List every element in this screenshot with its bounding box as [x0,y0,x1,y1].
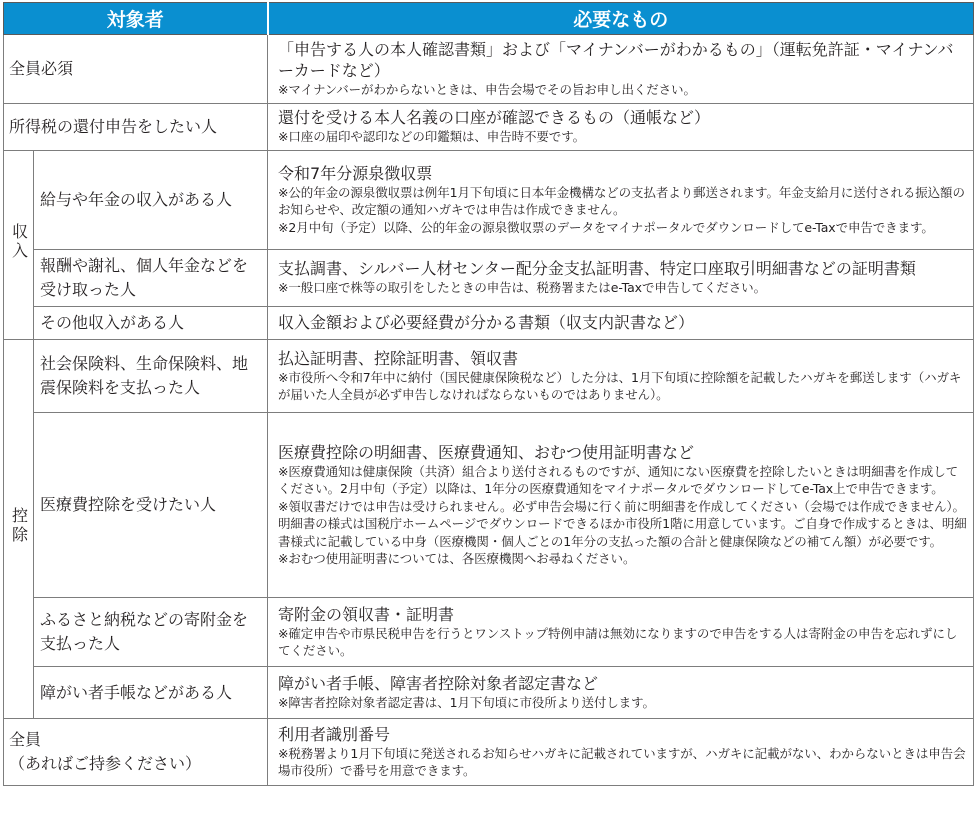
row-label [4,719,268,786]
row-content [268,598,974,667]
row-main-text: 利用者識別番号 [278,724,391,744]
row-content [268,104,974,151]
row-note: ※領収書だけでは申告は受けられません。必ず申告会場に行く前に明細書を作成してください（会場では作成できません）。明細書の様式は国税庁ホームページでダウンロードできるほか市役所1階に用意しています。ご自身で作成するときは、明細書様式に記載している中身（医療機関・個人ごとの1年分の支払った額の合計と健康保険などの補てん額）が必要です。 [278,498,967,549]
row-main-text: 障がい者手帳、障害者控除対象者認定書など [278,673,599,693]
group-label-text: 控除 [9,507,29,545]
group-label-deduction [4,340,34,719]
row-main-text: 収入金額および必要経費が分かる書類（収支内訳書など） [278,313,695,332]
row-main-text: 令和7年分源泉徴収票 [278,163,433,183]
table-row [4,413,974,598]
row-note: ※2月中旬（予定）以降、公的年金の源泉徴収票のデータをマイナポータルでダウンロードしてe-Taxで申告できます。 [278,219,934,235]
row-note: ※一般口座で株等の取引をしたときの申告は、税務署またはe-Taxで申告してください。 [278,280,766,296]
row-content [268,340,974,413]
row-note: ※口座の届印や認印などの印鑑類は、申告時不要です。 [278,129,585,145]
row-content [268,719,974,786]
row-label-line2: （あればご持参ください） [9,754,202,773]
row-note: ※医療費通知は健康保険（共済）組合より送付されるものですが、通知にない医療費を控除したいときは明細書を作成してください。2月中旬（予定）以降は、1年分の医療費通知をマイナポータルでダウンロードしてe-Tax上で申告できます。 [278,463,958,496]
table-header [4,3,974,35]
table-row [4,719,974,786]
row-label: その他収入がある人 [34,307,268,340]
row-label: 全員必須 [4,35,268,104]
row-note: ※税務署より1月下旬頃に発送されるお知らせハガキに記載されていますが、ハガキに記載がない、わからないときは申告会場市役所）で番号を用意できます。 [278,745,966,778]
requirements-table [3,2,974,786]
row-label: 医療費控除を受けたい人 [34,413,268,598]
row-content [268,250,974,307]
row-content [268,413,974,598]
row-label-line1: 全員 [9,730,42,749]
table-row [4,250,974,307]
row-main-text: 払込証明書、控除証明書、領収書 [278,348,519,368]
row-note: ※市役所へ令和7年中に納付（国民健康保険税など）した分は、1月下旬頃に控除額を記載したハガキを郵送します（ハガキが届いた人全員が必ず申告しなければならないものではありません）。 [278,369,962,402]
row-label: ふるさと納税などの寄附金を支払った人 [34,598,268,667]
table-row [4,35,974,104]
row-label: 障がい者手帳などがある人 [34,667,268,719]
row-content [268,35,974,104]
row-note: ※確定申告や市県民税申告を行うとワンストップ特例申請は無効になりますので申告をする人は寄附金の申告を忘れずにしてください。 [278,625,958,658]
row-note: ※マイナンバーがわからないときは、申告会場でその旨お申し出ください。 [278,81,696,97]
table-row [4,598,974,667]
header-required: 必要なもの [268,3,974,35]
row-main-text: 寄附金の領収書・証明書 [278,604,455,624]
row-label: 給与や年金の収入がある人 [34,151,268,250]
row-main-text: 「申告する人の本人確認書類」および「マイナンバーがわかるもの」（運転免許証・マイナンバーカードなど） [278,39,954,80]
row-content [268,307,974,340]
row-note: ※公的年金の源泉徴収票は例年1月下旬頃に日本年金機構などの支払者より郵送されます。年金支給月に送付される振込額のお知らせや、改定額の通知ハガキでは申告は作成できません。 [278,184,965,218]
row-label: 社会保険料、生命保険料、地震保険料を支払った人 [34,340,268,413]
requirements-table-wrap [3,2,973,786]
row-note: ※おむつ使用証明書については、各医療機関へお尋ねください。 [278,551,636,566]
table-row [4,667,974,719]
row-note: ※障害者控除対象者認定書は、1月下旬頃に市役所より送付します。 [278,694,655,710]
table-row [4,307,974,340]
group-label-income [4,151,34,340]
group-label-text: 収入 [9,223,29,261]
row-label: 報酬や謝礼、個人年金などを受け取った人 [34,250,268,307]
row-content [268,667,974,719]
table-row [4,340,974,413]
table-row [4,151,974,250]
row-main-text: 医療費控除の明細書、医療費通知、おむつ使用証明書など [278,442,695,462]
table-row [4,104,974,151]
row-content [268,151,974,250]
row-main-text: 還付を受ける本人名義の口座が確認できるもの（通帳など） [278,108,711,128]
row-label: 所得税の還付申告をしたい人 [4,104,268,151]
header-target: 対象者 [4,3,268,35]
row-main-text: 支払調書、シルバー人材センター配分金支払証明書、特定口座取引明細書などの証明書類 [278,259,916,279]
